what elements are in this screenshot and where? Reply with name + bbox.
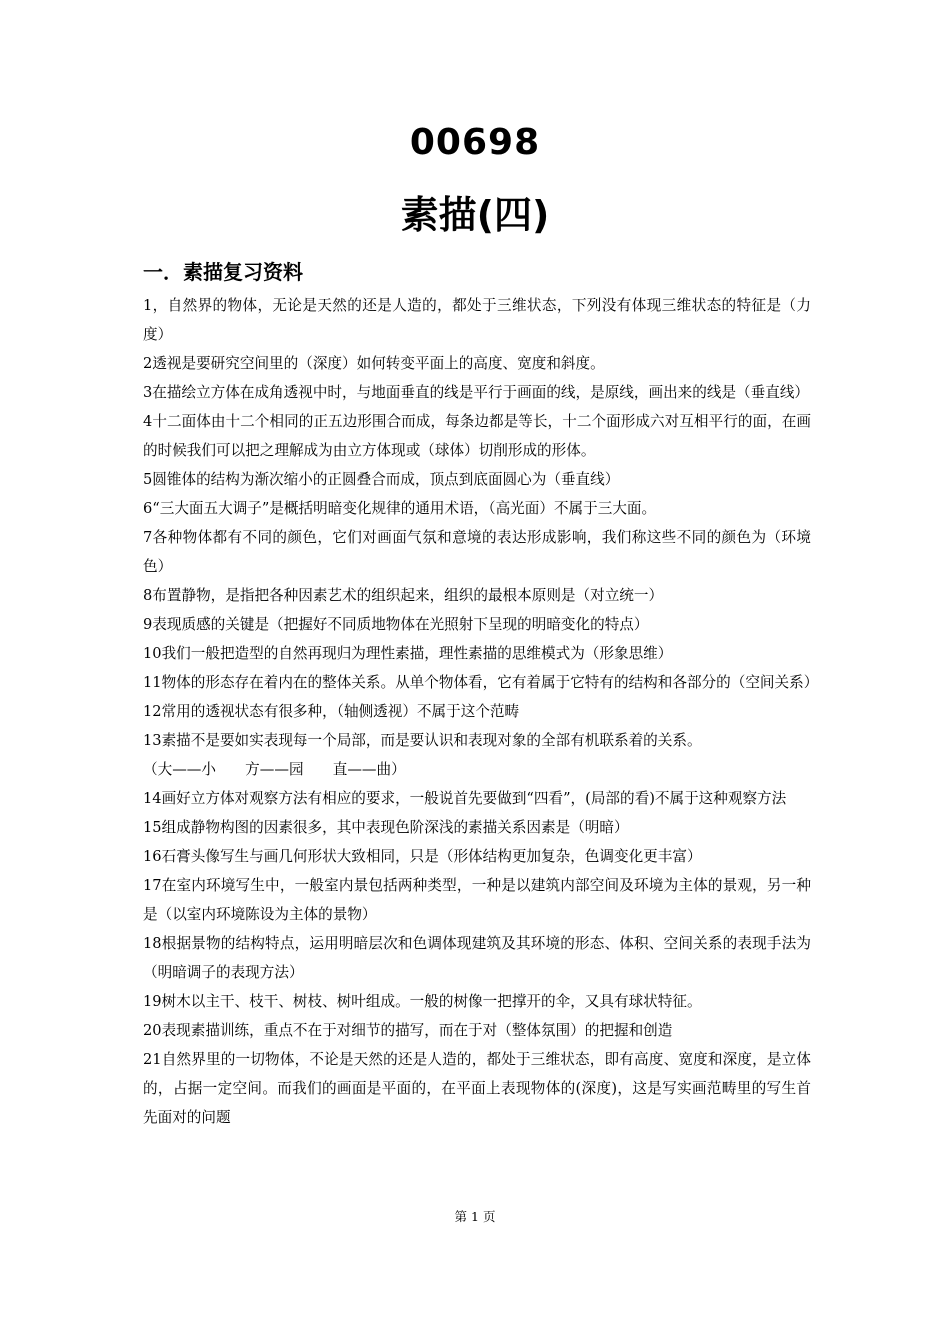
list-item: 11物体的形态存在着内在的整体关系。从单个物体看，它有着属于它特有的结构和各部分的（空间关系） <box>143 674 819 691</box>
list-item: 15组成静物构图的因素很多，其中表现色阶深浅的素描关系因素是（明暗） <box>143 819 629 836</box>
page-number: 第 1 页 <box>454 1209 496 1224</box>
list-item: 3在描绘立方体在成角透视中时，与地面垂直的线是平行于画面的线，是原线，画出来的线是（垂直线） <box>143 384 810 401</box>
section-heading: 一．素描复习资料 <box>143 260 303 284</box>
list-item: 6“三大面五大调子”是概括明暗变化规律的通用术语，（高光面）不属于三大面。 <box>143 500 657 517</box>
list-item: 8布置静物，是指把各种因素艺术的组织起来，组织的最根本原则是（对立统一） <box>143 587 664 604</box>
list-item: 19树木以主干、枝干、树枝、树叶组成。一般的树像一把撑开的伞，又具有球状特征。 <box>143 993 702 1010</box>
question-list <box>143 291 819 1132</box>
list-item: 5圆锥体的结构为渐次缩小的正圆叠合而成，顶点到底面圆心为（垂直线） <box>143 471 620 488</box>
list-item: 1，自然界的物体，无论是天然的还是人造的，都处于三维状态，下列没有体现三维状态的特征是（力度） <box>143 297 811 343</box>
list-item: 7各种物体都有不同的颜色，它们对画面气氛和意境的表达形成影响，我们称这些不同的颜色为（环境色） <box>143 529 811 575</box>
list-item: 17在室内环境写生中，一般室内景包括两种类型，一种是以建筑内部空间及环境为主体的景观，另一种是（以室内环境陈设为主体的景物） <box>143 877 811 923</box>
list-item: 12常用的透视状态有很多种，（轴侧透视）不属于这个范畴 <box>143 703 520 720</box>
list-item: 13素描不是要如实表现每一个局部，而是要认识和表现对象的全部有机联系着的关系。 <box>143 732 702 749</box>
course-code: 00698 <box>409 122 541 163</box>
list-item: 2透视是要研究空间里的（深度）如何转变平面上的高度、宽度和斜度。 <box>143 355 605 372</box>
list-item: 20表现素描训练，重点不在于对细节的描写，而在于对（整体氛围）的把握和创造 <box>143 1022 673 1039</box>
page-title: 素描(四) <box>400 193 550 237</box>
list-item: （大——小 方——园 直——曲） <box>143 761 406 778</box>
list-item: 18根据景物的结构特点，运用明暗层次和色调体现建筑及其环境的形态、体积、空间关系的表现手法为（明暗调子的表现方法） <box>143 935 811 981</box>
list-item: 16石膏头像写生与画几何形状大致相同，只是（形体结构更加复杂，色调变化更丰富） <box>143 848 702 865</box>
list-item: 21自然界里的一切物体，不论是天然的还是人造的，都处于三维状态，即有高度、宽度和深度，是立体的，占据一定空间。而我们的画面是平面的，在平面上表现物体的(深度)，这是写实画范畴里的写生首先面对的问题 <box>143 1051 811 1126</box>
list-item: 10我们一般把造型的自然再现归为理性素描，理性素描的思维模式为（形象思维） <box>143 645 673 662</box>
list-item: 4十二面体由十二个相同的正五边形围合而成，每条边都是等长，十二个面形成六对互相平行的面，在画的时候我们可以把之理解成为由立方体现或（球体）切削形成的形体。 <box>143 413 811 459</box>
list-item: 9表现质感的关键是（把握好不同质地物体在光照射下呈现的明暗变化的特点） <box>143 616 649 633</box>
list-item: 14画好立方体对观察方法有相应的要求，一般说首先要做到“四看”，(局部的看)不属于这种观察方法 <box>143 790 787 807</box>
